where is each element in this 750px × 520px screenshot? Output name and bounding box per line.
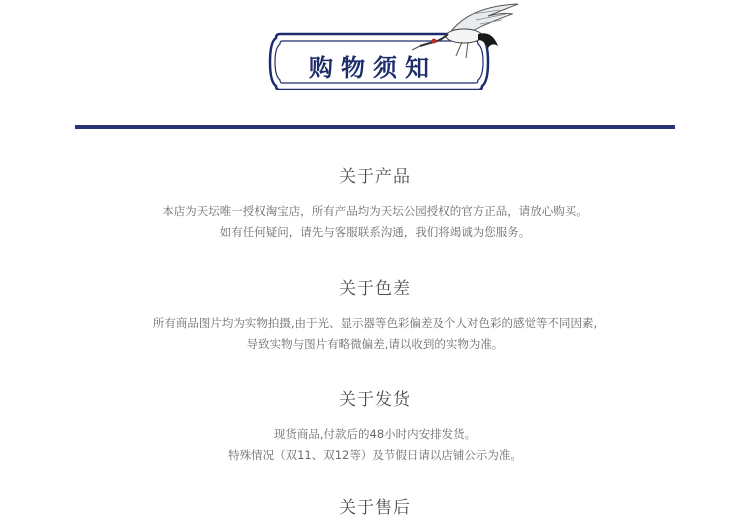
- section-heading: 关于售后: [339, 498, 411, 518]
- body-line: 所有商品图片均为实物拍摄,由于光、显示器等色彩偏差及个人对色彩的感觉等不同因素,: [152, 316, 598, 330]
- section-aftersale: [0, 496, 750, 520]
- section-product: [0, 165, 750, 243]
- title-banner: [262, 4, 524, 90]
- section-heading: 关于产品: [339, 167, 411, 187]
- divider: [75, 125, 675, 129]
- section-heading: 关于色差: [339, 279, 411, 299]
- section-color: [0, 277, 750, 355]
- body-line: 如有任何疑问，请先与客服联系沟通，我们将竭诚为您服务。: [219, 225, 531, 239]
- body-line: 特殊情况（双11、双12等）及节假日请以店铺公示为准。: [228, 448, 522, 462]
- section-body: [0, 424, 750, 466]
- section-body: [0, 313, 750, 355]
- body-line: 现货商品,付款后的48小时内安排发货。: [273, 427, 477, 441]
- banner-title: 购物须知: [309, 53, 437, 82]
- body-line: 本店为天坛唯一授权淘宝店，所有产品均为天坛公园授权的官方正品，请放心购买。: [162, 204, 588, 218]
- section-heading: 关于发货: [339, 390, 411, 410]
- body-line: 导致实物与图片有略微偏差,请以收到的实物为准。: [246, 337, 504, 351]
- section-body: [0, 201, 750, 243]
- section-shipping: [0, 388, 750, 466]
